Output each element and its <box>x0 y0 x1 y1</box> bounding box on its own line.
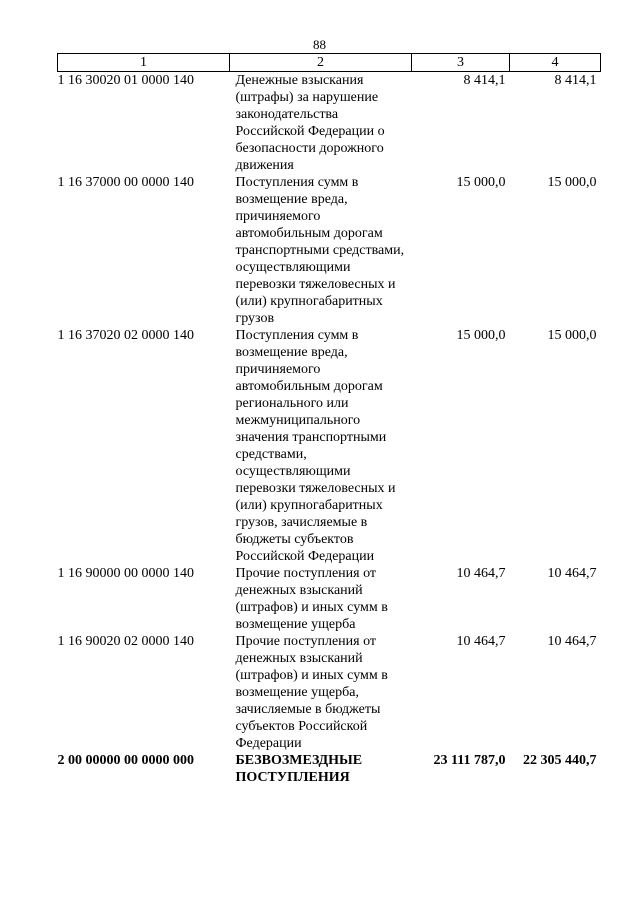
amount-col3: 15 000,0 <box>456 328 506 343</box>
revenue-name: Денежные взыскания (штрафы) за нарушение законодательства Российской Федерации о безопасности дорожного движения <box>235 73 385 173</box>
page-number: 88 <box>313 37 326 52</box>
table-header <box>58 54 601 72</box>
amount-col4: 15 000,0 <box>547 175 597 190</box>
budget-revenue-table <box>57 53 601 786</box>
total-amount-col4: 22 305 440,7 <box>523 753 597 768</box>
revenue-name: Поступления сумм в возмещение вреда, причиняемого автомобильным дорогам транспортными средствами, осуществляющими перевозки тяжеловесных и (или) крупногабаритных грузов <box>235 175 405 326</box>
revenue-name: Прочие поступления от денежных взысканий (штрафов) и иных сумм в возмещение ущерба, зачисляемые в бюджеты субъектов Российской Федерации <box>235 634 388 751</box>
total-revenue-name: БЕЗВОЗМЕЗДНЫЕ ПОСТУПЛЕНИЯ <box>235 753 363 785</box>
total-amount-col3: 23 111 787,0 <box>433 753 506 768</box>
amount-col3: 15 000,0 <box>456 175 506 190</box>
budget-code: 1 16 37020 02 0000 140 <box>57 328 194 343</box>
amount-col4: 10 464,7 <box>547 634 597 649</box>
amount-col4: 10 464,7 <box>547 566 597 581</box>
amount-col4: 15 000,0 <box>547 328 597 343</box>
column-header-2: 2 <box>230 54 412 72</box>
table-row <box>58 565 601 633</box>
amount-col3: 8 414,1 <box>463 73 506 88</box>
table-row <box>58 633 601 752</box>
total-row <box>58 752 601 786</box>
column-header-1: 1 <box>58 54 230 72</box>
table-row <box>58 327 601 565</box>
amount-col3: 10 464,7 <box>456 566 506 581</box>
revenue-name: Поступления сумм в возмещение вреда, причиняемого автомобильным дорогам регионального или межмуниципального значения транспортными средствами, осуществляющими перевозки тяжеловесных и (или) крупногабаритных грузов, зачисляемые в бюджеты субъектов Российской Федерации <box>235 328 396 564</box>
column-header-4: 4 <box>510 54 601 72</box>
table-row <box>58 72 601 175</box>
budget-code: 1 16 37000 00 0000 140 <box>57 175 194 190</box>
budget-code: 1 16 30020 01 0000 140 <box>57 73 194 88</box>
budget-code: 1 16 90000 00 0000 140 <box>57 566 194 581</box>
amount-col3: 10 464,7 <box>456 634 506 649</box>
revenue-name: Прочие поступления от денежных взысканий (штрафов) и иных сумм в возмещение ущерба <box>235 566 388 632</box>
column-number-row <box>58 54 601 72</box>
column-header-3: 3 <box>412 54 510 72</box>
table-row <box>58 174 601 327</box>
amount-col4: 8 414,1 <box>554 73 597 88</box>
budget-code: 1 16 90020 02 0000 140 <box>57 634 194 649</box>
table-body <box>58 72 601 787</box>
total-budget-code: 2 00 00000 00 0000 000 <box>57 753 194 768</box>
